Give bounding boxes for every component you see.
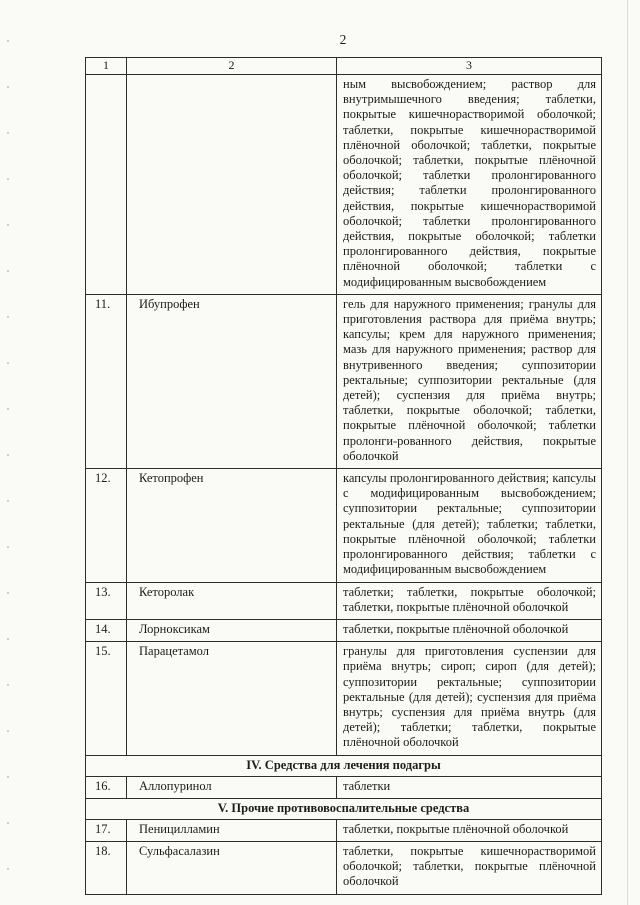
section-title: V. Прочие противовоспалительные средства [86,798,602,819]
scan-artifact-left-marks [7,40,9,870]
table-row [86,75,602,295]
table-header-row [86,58,602,75]
dosage-forms: капсулы пролонгированного действия; капсулы с модифицированным высвобождением; суппозитории ректальные; суппозитории ректальные (для детей); таблетки; таблетки, покрытые плёночной оболочкой; таблетки пролонгированного действия; таблетки с модифицированным высвобождением [337,469,602,582]
drug-name: Аллопуринол [127,776,337,798]
section-row [86,755,602,776]
row-number: 13. [86,582,127,619]
row-number: 11. [86,294,127,468]
section-title: IV. Средства для лечения подагры [86,755,602,776]
column-header-1: 1 [86,58,127,75]
row-number: 18. [86,841,127,894]
table-row [86,469,602,582]
table-row [86,619,602,641]
drug-name: Кетопрофен [127,469,337,582]
row-number: 17. [86,819,127,841]
dosage-forms: таблетки, покрытые плёночной оболочкой [337,619,602,641]
drug-name: Кеторолак [127,582,337,619]
column-header-3: 3 [337,58,602,75]
table-row [86,582,602,619]
dosage-forms: ным высвобождением; раствор для внутримышечного введения; таблетки, покрытые кишечнорастворимой оболочкой; таблетки, покрытые кишечнорастворимой плёночной оболочкой; таблетки, покрытые оболочкой; таблетки, покрытые плёночной оболочкой; таблетки пролонгированного действия; таблетки пролонгированного действия, покрытые кишечнорастворимой оболочкой; таблетки пролонгированного действия, покрытые оболочкой; таблетки пролонгированного действия, покрытые плёночной оболочкой; таблетки с модифицированным высвобождением [337,75,602,295]
dosage-forms: таблетки, покрытые кишечнорастворимой оболочкой; таблетки, покрытые плёночной оболочкой [337,841,602,894]
dosage-forms: гранулы для приготовления суспензии для приёма внутрь; сироп; сироп (для детей); суппозитории ректальные; суппозитории ректальные (для детей); суспензия для приёма внутрь; суспензия для приёма внутрь (для детей); таблетки; таблетки, покрытые плёночной оболочкой [337,642,602,755]
row-number: 16. [86,776,127,798]
dosage-forms: таблетки; таблетки, покрытые оболочкой; таблетки, покрытые плёночной оболочкой [337,582,602,619]
column-header-2: 2 [127,58,337,75]
table-row [86,841,602,894]
drug-name: Пеницилламин [127,819,337,841]
table-body [86,75,602,895]
dosage-forms: таблетки [337,776,602,798]
dosage-forms: таблетки, покрытые плёночной оболочкой [337,819,602,841]
drug-name: Ибупрофен [127,294,337,468]
drug-name: Сульфасалазин [127,841,337,894]
table-row [86,294,602,468]
dosage-forms: гель для наружного применения; гранулы для приготовления раствора для приёма внутрь; капсулы; крем для наружного применения; мазь для наружного применения; раствор для внутривенного введения; суппозитории ректальные; суппозитории ректальные (для детей); суспензия для приёма внутрь; таблетки, покрытые оболочкой; таблетки, покрытые плёночной оболочкой; таблетки пролонги-рованного действия, покрытые оболочкой [337,294,602,468]
section-row [86,798,602,819]
row-number: 14. [86,619,127,641]
page-number: 2 [339,32,347,47]
drug-forms-table [85,57,602,895]
row-number [86,75,127,295]
row-number: 15. [86,642,127,755]
table-row [86,642,602,755]
drug-name: Лорноксикам [127,619,337,641]
scan-artifact-right-line [627,0,628,905]
table-row [86,776,602,798]
drug-name: Парацетамол [127,642,337,755]
table-row [86,819,602,841]
drug-name [127,75,337,295]
row-number: 12. [86,469,127,582]
